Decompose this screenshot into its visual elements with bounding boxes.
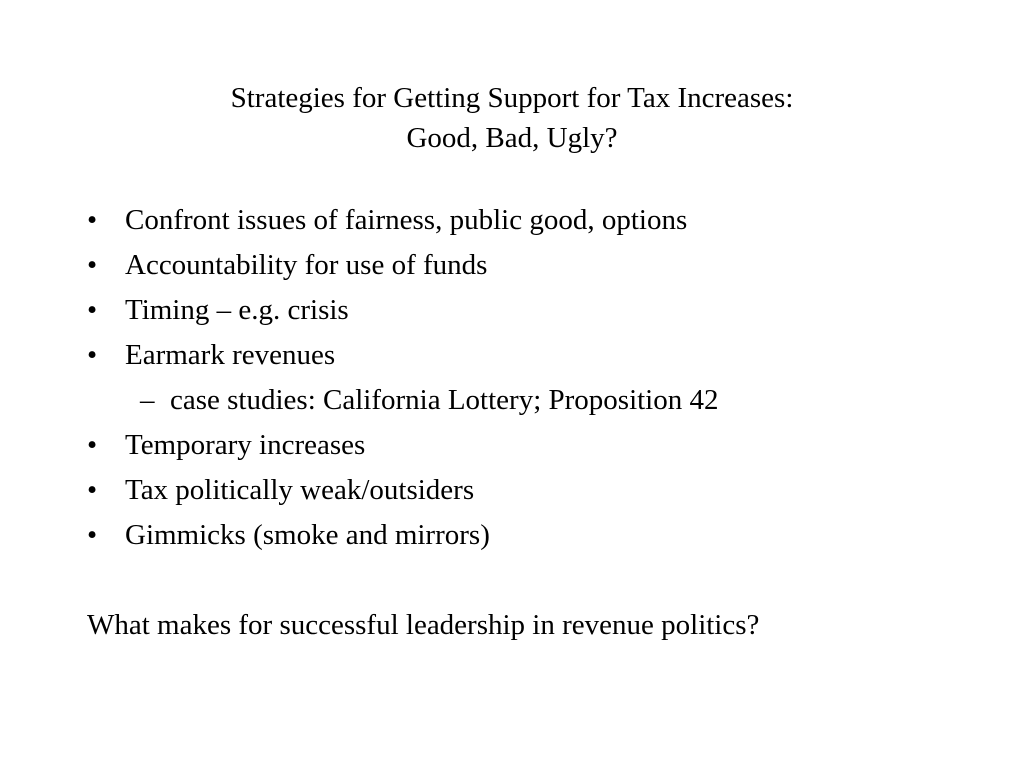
bullet-item bbox=[87, 515, 719, 560]
title-line-2: Good, Bad, Ugly? bbox=[406, 122, 618, 154]
bullet-item bbox=[87, 425, 719, 470]
bullet-marker: • bbox=[87, 429, 98, 461]
bullet-marker: • bbox=[87, 249, 98, 281]
bullet-text: Accountability for use of funds bbox=[125, 249, 488, 281]
sub-bullet-text: case studies: California Lottery; Proposition 42 bbox=[170, 384, 719, 416]
bullet-text: Gimmicks (smoke and mirrors) bbox=[125, 519, 490, 551]
bullet-marker: • bbox=[87, 474, 98, 506]
bullet-text: Temporary increases bbox=[125, 429, 366, 461]
bullet-text: Tax politically weak/outsiders bbox=[125, 474, 475, 506]
sub-bullet-item bbox=[87, 380, 719, 425]
closing-question: What makes for successful leadership in revenue politics? bbox=[87, 609, 760, 641]
bullet-item bbox=[87, 335, 719, 380]
bullet-marker: • bbox=[87, 204, 98, 236]
sub-bullet-marker: – bbox=[140, 384, 155, 416]
bullet-item bbox=[87, 290, 719, 335]
bullet-item bbox=[87, 200, 719, 245]
bullet-marker: • bbox=[87, 339, 98, 371]
bullet-list bbox=[87, 200, 719, 560]
bullet-text: Confront issues of fairness, public good, options bbox=[125, 204, 688, 236]
bullet-item bbox=[87, 245, 719, 290]
bullet-text: Earmark revenues bbox=[125, 339, 336, 371]
slide-title bbox=[0, 78, 1024, 158]
bullet-item bbox=[87, 470, 719, 515]
bullet-text: Timing – e.g. crisis bbox=[125, 294, 349, 326]
title-line-1: Strategies for Getting Support for Tax Increases: bbox=[230, 82, 794, 114]
bullet-marker: • bbox=[87, 294, 98, 326]
bullet-marker: • bbox=[87, 519, 98, 551]
